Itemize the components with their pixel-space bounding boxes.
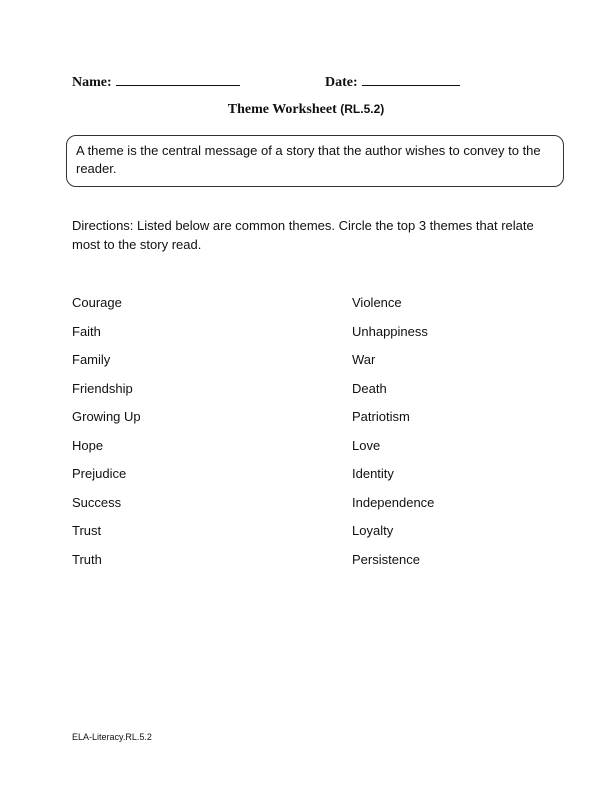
theme-item[interactable]: Friendship bbox=[72, 380, 133, 396]
theme-item[interactable]: Love bbox=[352, 437, 381, 453]
title-standard-code: (RL.5.2) bbox=[340, 102, 385, 116]
title-main: Theme Worksheet bbox=[227, 102, 337, 117]
themes-right-column bbox=[352, 294, 434, 579]
date-blank-line[interactable] bbox=[362, 72, 460, 86]
theme-item[interactable]: Patriotism bbox=[352, 409, 410, 424]
theme-item[interactable]: Loyalty bbox=[352, 523, 394, 538]
theme-item[interactable]: Truth bbox=[72, 551, 102, 567]
theme-item[interactable]: Trust bbox=[72, 523, 102, 538]
name-blank-line[interactable] bbox=[116, 72, 240, 86]
theme-item[interactable]: War bbox=[352, 352, 376, 367]
directions-text: Directions: Listed below are common themes. Circle the top 3 themes that relate most to the story read. bbox=[72, 218, 534, 252]
theme-item[interactable]: Courage bbox=[72, 295, 122, 310]
themes-left-column bbox=[72, 294, 141, 579]
theme-item[interactable]: Death bbox=[352, 380, 387, 396]
header-row bbox=[72, 72, 542, 92]
definition-text: A theme is the central message of a story that the author wishes to convey to the reader. bbox=[76, 143, 541, 176]
definition-box bbox=[66, 135, 564, 187]
theme-item[interactable]: Independence bbox=[352, 494, 435, 510]
theme-item[interactable]: Success bbox=[72, 494, 122, 510]
name-label: Name: bbox=[72, 75, 112, 90]
name-field bbox=[72, 72, 240, 91]
theme-item[interactable]: Identity bbox=[352, 466, 394, 481]
date-label: Date: bbox=[325, 75, 358, 90]
theme-item[interactable]: Unhappiness bbox=[352, 323, 428, 339]
footer-standard: ELA-Literacy.RL.5.2 bbox=[72, 732, 152, 742]
theme-item[interactable]: Growing Up bbox=[72, 409, 141, 424]
theme-item[interactable]: Violence bbox=[352, 295, 402, 310]
page-title bbox=[0, 102, 612, 118]
date-field bbox=[325, 72, 460, 91]
theme-item[interactable]: Faith bbox=[72, 323, 101, 339]
theme-item[interactable]: Prejudice bbox=[72, 466, 127, 481]
theme-item[interactable]: Family bbox=[72, 352, 111, 367]
theme-item[interactable]: Hope bbox=[72, 437, 104, 453]
theme-item[interactable]: Persistence bbox=[352, 551, 420, 567]
